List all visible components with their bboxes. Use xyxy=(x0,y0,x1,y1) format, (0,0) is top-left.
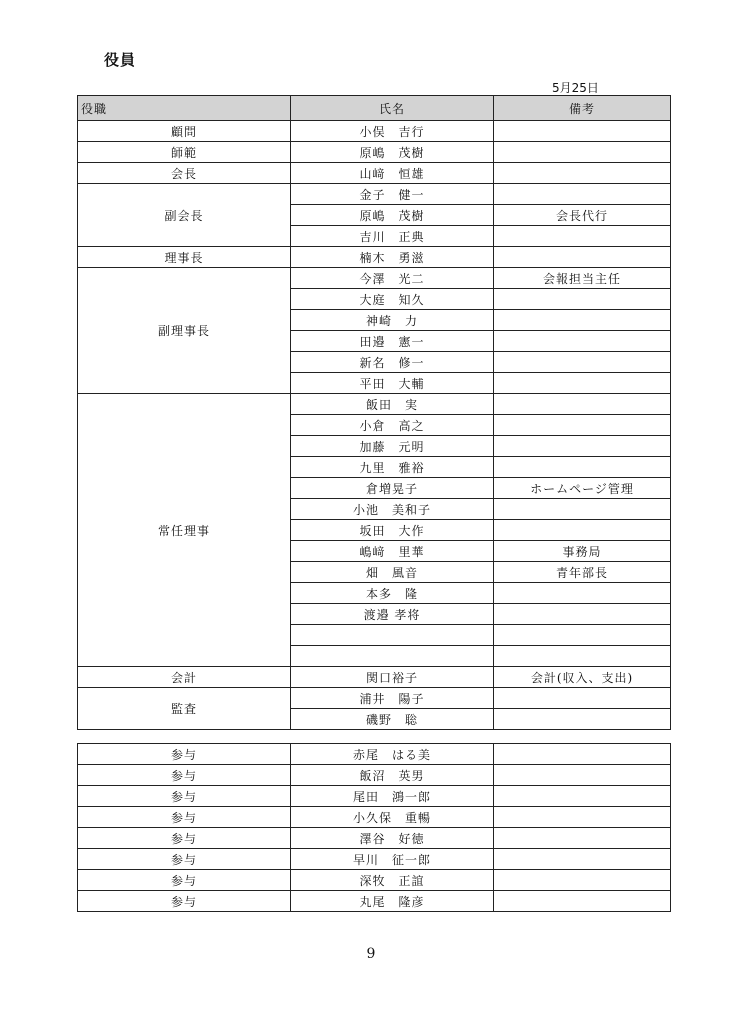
note-cell xyxy=(494,163,671,184)
name-cell: 畑 風音 xyxy=(291,562,494,583)
note-cell: 青年部長 xyxy=(494,562,671,583)
note-cell xyxy=(494,436,671,457)
name-cell xyxy=(291,646,494,667)
note-cell xyxy=(494,849,671,870)
name-cell xyxy=(291,625,494,646)
table-row xyxy=(78,667,671,688)
name-cell: 坂田 大作 xyxy=(291,520,494,541)
note-cell xyxy=(494,457,671,478)
table-row xyxy=(78,121,671,142)
role-cell: 副会長 xyxy=(78,184,291,247)
table-row xyxy=(78,142,671,163)
name-cell: 早川 征一郎 xyxy=(291,849,494,870)
name-cell: 加藤 元明 xyxy=(291,436,494,457)
note-cell xyxy=(494,394,671,415)
name-cell: 赤尾 はる美 xyxy=(291,744,494,765)
role-cell: 理事長 xyxy=(78,247,291,268)
role-cell: 参与 xyxy=(78,765,291,786)
table-row xyxy=(78,163,671,184)
role-cell: 参与 xyxy=(78,786,291,807)
name-cell: 磯野 聡 xyxy=(291,709,494,730)
note-cell xyxy=(494,604,671,625)
advisors-table xyxy=(77,743,671,912)
name-cell: 金子 健一 xyxy=(291,184,494,205)
note-cell xyxy=(494,891,671,912)
table-header-row xyxy=(78,96,671,121)
name-cell: 今澤 光二 xyxy=(291,268,494,289)
note-cell xyxy=(494,352,671,373)
page-title: 役員 xyxy=(104,51,137,69)
note-cell xyxy=(494,828,671,849)
role-cell: 参与 xyxy=(78,828,291,849)
page-number: 9 xyxy=(366,946,376,962)
name-cell: 神崎 力 xyxy=(291,310,494,331)
name-cell: 平田 大輔 xyxy=(291,373,494,394)
name-cell: 嶋﨑 里華 xyxy=(291,541,494,562)
role-cell: 常任理事 xyxy=(78,394,291,667)
note-cell xyxy=(494,688,671,709)
header-role: 役職 xyxy=(78,96,291,121)
role-cell: 師範 xyxy=(78,142,291,163)
table-row xyxy=(78,849,671,870)
note-cell xyxy=(494,415,671,436)
header-name: 氏名 xyxy=(291,96,494,121)
note-cell xyxy=(494,184,671,205)
name-cell: 飯田 実 xyxy=(291,394,494,415)
note-cell: ホームページ管理 xyxy=(494,478,671,499)
name-cell: 原嶋 茂樹 xyxy=(291,205,494,226)
name-cell: 小俣 吉行 xyxy=(291,121,494,142)
note-cell xyxy=(494,786,671,807)
note-cell xyxy=(494,226,671,247)
note-cell xyxy=(494,121,671,142)
note-cell xyxy=(494,744,671,765)
note-cell xyxy=(494,142,671,163)
role-cell: 参与 xyxy=(78,744,291,765)
name-cell: 大庭 知久 xyxy=(291,289,494,310)
note-cell xyxy=(494,499,671,520)
name-cell: 小久保 重暢 xyxy=(291,807,494,828)
table-row xyxy=(78,744,671,765)
note-cell xyxy=(494,310,671,331)
table-row xyxy=(78,786,671,807)
name-cell: 小倉 高之 xyxy=(291,415,494,436)
name-cell: 九里 雅裕 xyxy=(291,457,494,478)
name-cell: 浦井 陽子 xyxy=(291,688,494,709)
note-cell xyxy=(494,373,671,394)
name-cell: 関口裕子 xyxy=(291,667,494,688)
name-cell: 飯沼 英男 xyxy=(291,765,494,786)
note-cell xyxy=(494,646,671,667)
note-cell xyxy=(494,625,671,646)
table-row xyxy=(78,807,671,828)
name-cell: 楠木 勇滋 xyxy=(291,247,494,268)
name-cell: 尾田 鴻一郎 xyxy=(291,786,494,807)
role-cell: 会長 xyxy=(78,163,291,184)
note-cell: 事務局 xyxy=(494,541,671,562)
note-cell: 会長代行 xyxy=(494,205,671,226)
table-row xyxy=(78,184,671,205)
note-cell xyxy=(494,807,671,828)
role-cell: 参与 xyxy=(78,849,291,870)
name-cell: 澤谷 好徳 xyxy=(291,828,494,849)
note-cell xyxy=(494,331,671,352)
note-cell xyxy=(494,520,671,541)
note-cell xyxy=(494,870,671,891)
name-cell: 本多 隆 xyxy=(291,583,494,604)
table-row xyxy=(78,394,671,415)
note-cell xyxy=(494,583,671,604)
table-row xyxy=(78,247,671,268)
note-cell xyxy=(494,247,671,268)
name-cell: 丸尾 隆彦 xyxy=(291,891,494,912)
name-cell: 田邉 憲一 xyxy=(291,331,494,352)
name-cell: 吉川 正典 xyxy=(291,226,494,247)
table-row xyxy=(78,765,671,786)
name-cell: 小池 美和子 xyxy=(291,499,494,520)
note-cell xyxy=(494,289,671,310)
name-cell: 渡邉 孝将 xyxy=(291,604,494,625)
role-cell: 会計 xyxy=(78,667,291,688)
table-row xyxy=(78,891,671,912)
role-cell: 参与 xyxy=(78,891,291,912)
role-cell: 副理事長 xyxy=(78,268,291,394)
role-cell: 顧問 xyxy=(78,121,291,142)
note-cell: 会報担当主任 xyxy=(494,268,671,289)
date-label: 5月25日 xyxy=(552,81,599,95)
header-note: 備考 xyxy=(494,96,671,121)
name-cell: 原嶋 茂樹 xyxy=(291,142,494,163)
name-cell: 山﨑 恒雄 xyxy=(291,163,494,184)
table-row xyxy=(78,870,671,891)
role-cell: 参与 xyxy=(78,807,291,828)
table-row xyxy=(78,268,671,289)
table-row xyxy=(78,688,671,709)
role-cell: 参与 xyxy=(78,870,291,891)
table-row xyxy=(78,828,671,849)
role-cell: 監査 xyxy=(78,688,291,730)
note-cell xyxy=(494,709,671,730)
name-cell: 倉増晃子 xyxy=(291,478,494,499)
name-cell: 新名 修一 xyxy=(291,352,494,373)
name-cell: 深牧 正誼 xyxy=(291,870,494,891)
note-cell xyxy=(494,765,671,786)
note-cell: 会計(収入、支出) xyxy=(494,667,671,688)
officers-table xyxy=(77,95,671,730)
